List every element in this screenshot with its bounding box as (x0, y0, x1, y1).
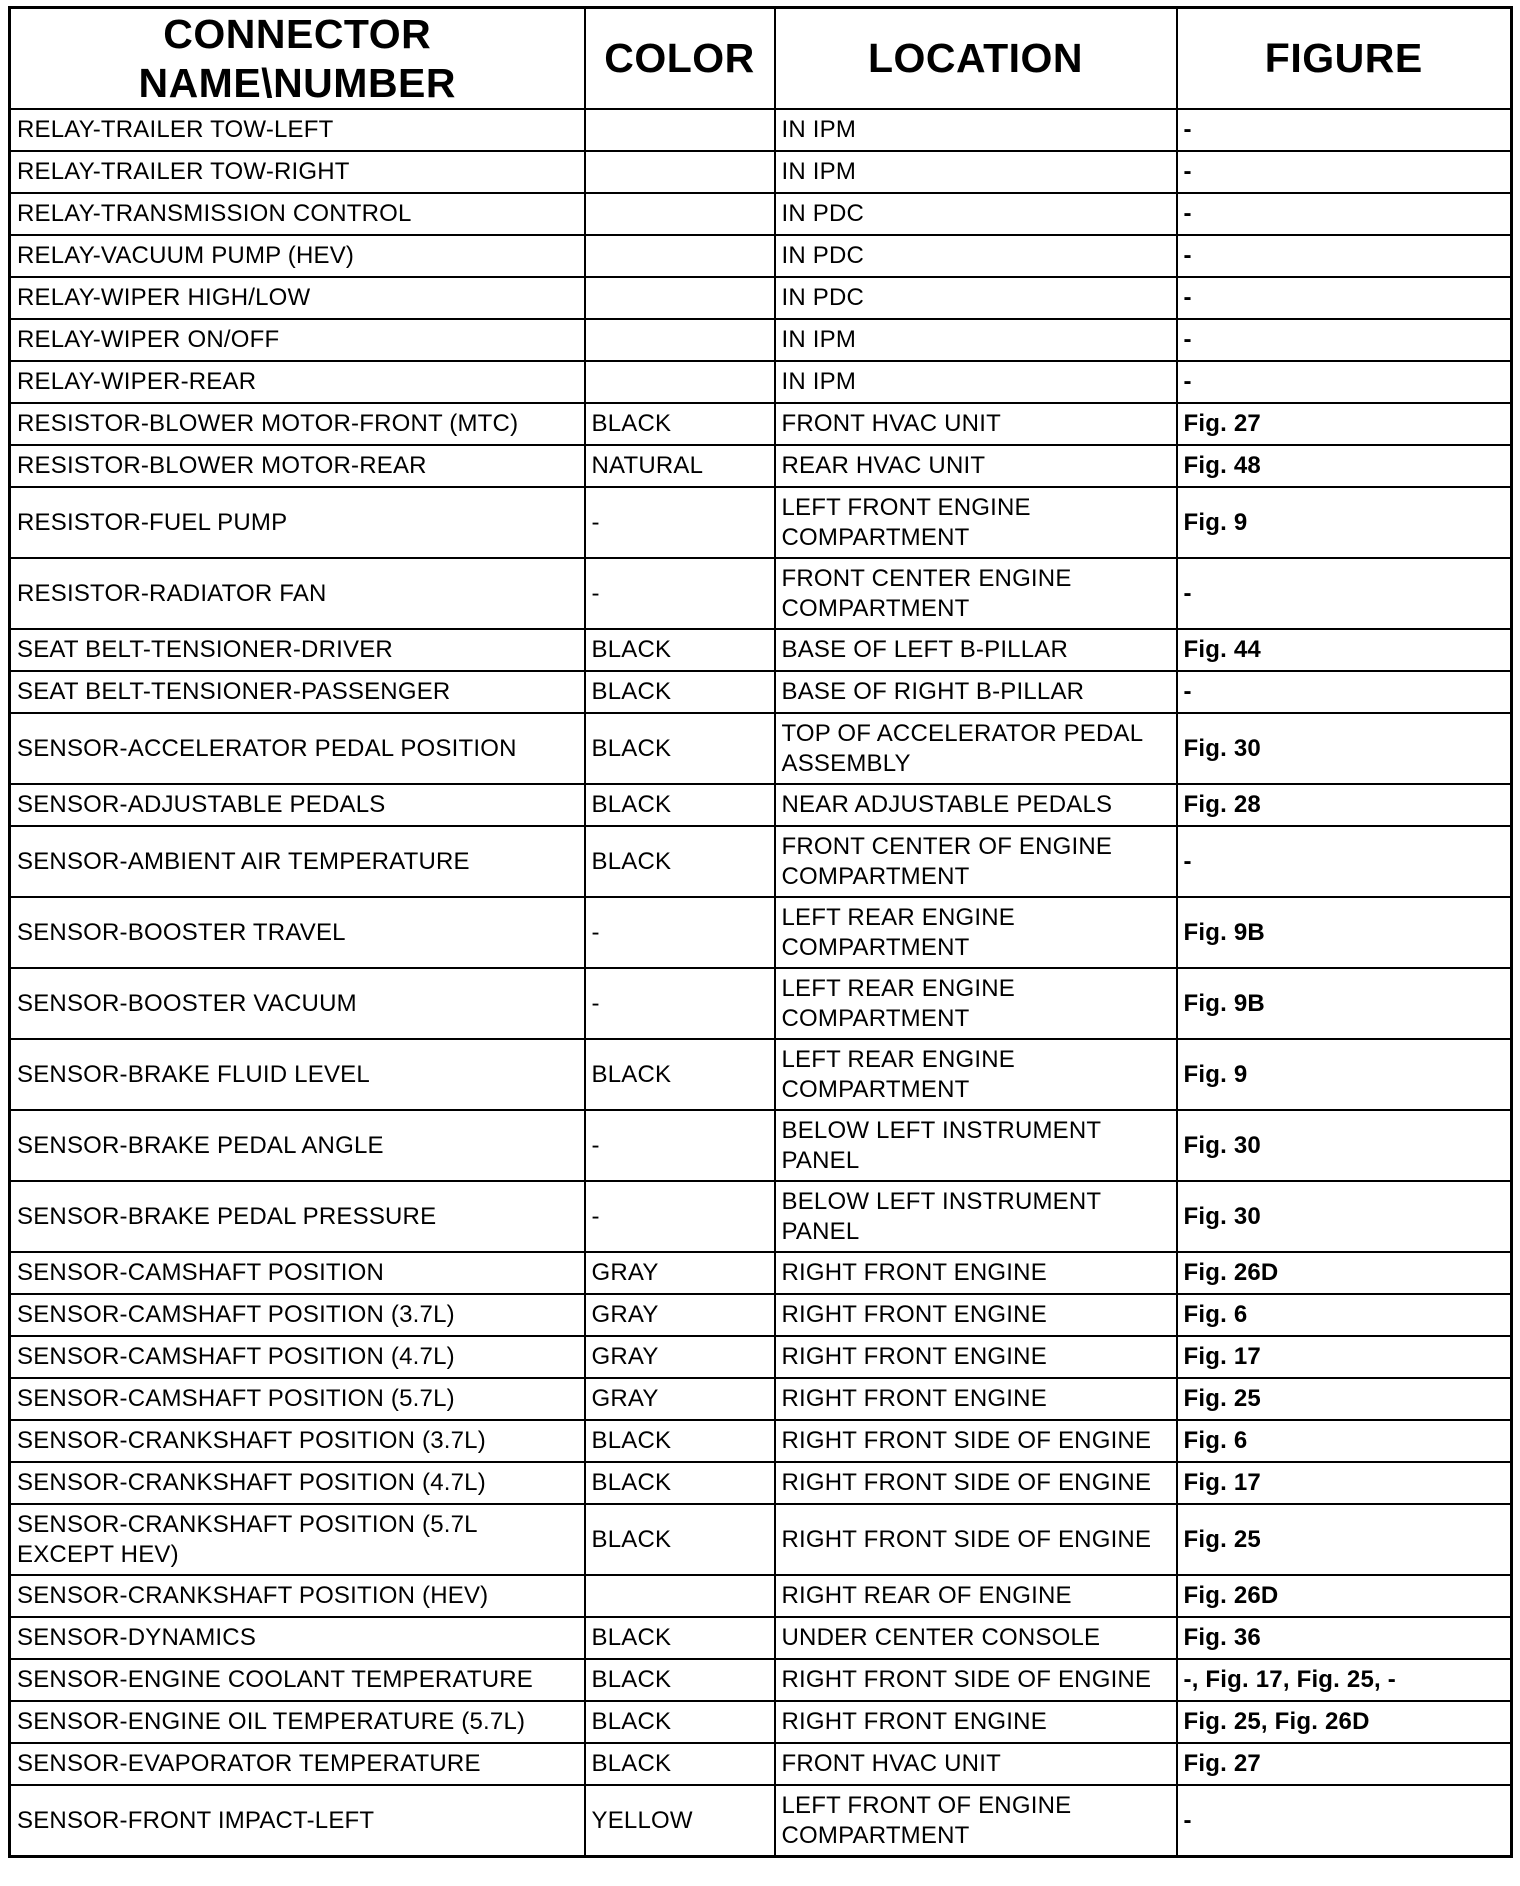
location-cell: RIGHT FRONT SIDE OF ENGINE (775, 1420, 1177, 1462)
connector-name-cell: SENSOR-BOOSTER VACUUM (10, 968, 585, 1039)
connector-name-cell: RELAY-WIPER ON/OFF (10, 319, 585, 361)
color-cell (585, 277, 775, 319)
figure-cell: Fig. 28 (1177, 784, 1512, 826)
table-row (10, 1039, 1512, 1110)
table-row (10, 361, 1512, 403)
location-cell: BELOW LEFT INSTRUMENT PANEL (775, 1181, 1177, 1252)
color-cell: BLACK (585, 713, 775, 784)
location-cell: IN IPM (775, 151, 1177, 193)
color-cell (585, 109, 775, 151)
table-row (10, 826, 1512, 897)
connector-name-cell: SENSOR-DYNAMICS (10, 1617, 585, 1659)
connector-name-cell: SENSOR-CAMSHAFT POSITION (10, 1252, 585, 1294)
table-row (10, 1504, 1512, 1575)
location-cell: TOP OF ACCELERATOR PEDAL ASSEMBLY (775, 713, 1177, 784)
connector-name-cell: RESISTOR-BLOWER MOTOR-FRONT (MTC) (10, 403, 585, 445)
figure-cell: Fig. 6 (1177, 1294, 1512, 1336)
figure-cell: Fig. 9B (1177, 897, 1512, 968)
connector-name-cell: SENSOR-FRONT IMPACT-LEFT (10, 1785, 585, 1857)
location-cell: RIGHT FRONT SIDE OF ENGINE (775, 1462, 1177, 1504)
location-cell: BASE OF RIGHT B-PILLAR (775, 671, 1177, 713)
figure-cell: - (1177, 558, 1512, 629)
connector-name-cell: SENSOR-BRAKE PEDAL PRESSURE (10, 1181, 585, 1252)
table-row (10, 897, 1512, 968)
figure-cell: Fig. 6 (1177, 1420, 1512, 1462)
table-body (10, 109, 1512, 1857)
location-cell: LEFT REAR ENGINE COMPARTMENT (775, 897, 1177, 968)
table-row (10, 629, 1512, 671)
location-cell: RIGHT FRONT SIDE OF ENGINE (775, 1504, 1177, 1575)
location-cell: IN PDC (775, 277, 1177, 319)
color-cell: BLACK (585, 1462, 775, 1504)
figure-cell: - (1177, 235, 1512, 277)
figure-cell: - (1177, 671, 1512, 713)
table-row (10, 1575, 1512, 1617)
connector-name-cell: SENSOR-BRAKE FLUID LEVEL (10, 1039, 585, 1110)
location-cell: FRONT CENTER OF ENGINE COMPARTMENT (775, 826, 1177, 897)
table-row (10, 1462, 1512, 1504)
connector-name-cell: RESISTOR-RADIATOR FAN (10, 558, 585, 629)
table-row (10, 558, 1512, 629)
connector-name-cell: SENSOR-ENGINE COOLANT TEMPERATURE (10, 1659, 585, 1701)
figure-cell: -, Fig. 17, Fig. 25, - (1177, 1659, 1512, 1701)
location-cell: UNDER CENTER CONSOLE (775, 1617, 1177, 1659)
figure-cell: Fig. 27 (1177, 403, 1512, 445)
connector-name-cell: SENSOR-ADJUSTABLE PEDALS (10, 784, 585, 826)
table-row (10, 1420, 1512, 1462)
connector-name-cell: SENSOR-AMBIENT AIR TEMPERATURE (10, 826, 585, 897)
header-row (10, 8, 1512, 110)
color-cell: GRAY (585, 1252, 775, 1294)
color-cell: - (585, 968, 775, 1039)
location-cell: IN IPM (775, 109, 1177, 151)
figure-cell: Fig. 9 (1177, 487, 1512, 558)
color-cell (585, 319, 775, 361)
table-row (10, 1110, 1512, 1181)
figure-cell: Fig. 26D (1177, 1252, 1512, 1294)
location-cell: BASE OF LEFT B-PILLAR (775, 629, 1177, 671)
table-row (10, 1336, 1512, 1378)
connector-name-cell: SENSOR-CRANKSHAFT POSITION (5.7L EXCEPT HEV) (10, 1504, 585, 1575)
figure-cell: - (1177, 1785, 1512, 1857)
table-row (10, 713, 1512, 784)
color-cell: GRAY (585, 1378, 775, 1420)
color-cell: - (585, 1181, 775, 1252)
location-cell: BELOW LEFT INSTRUMENT PANEL (775, 1110, 1177, 1181)
figure-cell: Fig. 36 (1177, 1617, 1512, 1659)
location-cell: RIGHT REAR OF ENGINE (775, 1575, 1177, 1617)
color-cell: BLACK (585, 1659, 775, 1701)
table-row (10, 1659, 1512, 1701)
color-cell: BLACK (585, 826, 775, 897)
figure-cell: Fig. 30 (1177, 713, 1512, 784)
header-connector-line2: NAME\NUMBER (138, 59, 457, 106)
color-cell: BLACK (585, 1701, 775, 1743)
color-cell (585, 193, 775, 235)
connector-name-cell: SENSOR-CAMSHAFT POSITION (4.7L) (10, 1336, 585, 1378)
table-row (10, 1181, 1512, 1252)
figure-cell: Fig. 25, Fig. 26D (1177, 1701, 1512, 1743)
figure-cell: Fig. 17 (1177, 1336, 1512, 1378)
color-cell: BLACK (585, 1504, 775, 1575)
figure-cell: - (1177, 109, 1512, 151)
location-cell: IN IPM (775, 319, 1177, 361)
connector-name-cell: SENSOR-EVAPORATOR TEMPERATURE (10, 1743, 585, 1785)
color-cell (585, 361, 775, 403)
connector-name-cell: RELAY-TRANSMISSION CONTROL (10, 193, 585, 235)
table-row (10, 151, 1512, 193)
table-row (10, 784, 1512, 826)
table-row (10, 319, 1512, 361)
connector-name-cell: RELAY-TRAILER TOW-LEFT (10, 109, 585, 151)
location-cell: RIGHT FRONT ENGINE (775, 1336, 1177, 1378)
figure-cell: Fig. 26D (1177, 1575, 1512, 1617)
table-row (10, 1617, 1512, 1659)
figure-cell: Fig. 27 (1177, 1743, 1512, 1785)
location-cell: NEAR ADJUSTABLE PEDALS (775, 784, 1177, 826)
figure-cell: Fig. 30 (1177, 1110, 1512, 1181)
figure-cell: Fig. 48 (1177, 445, 1512, 487)
connector-name-cell: SENSOR-CRANKSHAFT POSITION (4.7L) (10, 1462, 585, 1504)
table-row (10, 671, 1512, 713)
location-cell: LEFT REAR ENGINE COMPARTMENT (775, 1039, 1177, 1110)
color-cell: BLACK (585, 403, 775, 445)
color-cell: - (585, 558, 775, 629)
table-row (10, 109, 1512, 151)
figure-cell: Fig. 44 (1177, 629, 1512, 671)
figure-cell: - (1177, 826, 1512, 897)
header-location: LOCATION (775, 8, 1177, 110)
connector-name-cell: SEAT BELT-TENSIONER-PASSENGER (10, 671, 585, 713)
location-cell: IN PDC (775, 193, 1177, 235)
color-cell: GRAY (585, 1336, 775, 1378)
location-cell: RIGHT FRONT ENGINE (775, 1252, 1177, 1294)
color-cell: BLACK (585, 629, 775, 671)
table-row (10, 193, 1512, 235)
connector-name-cell: SENSOR-BRAKE PEDAL ANGLE (10, 1110, 585, 1181)
location-cell: RIGHT FRONT ENGINE (775, 1378, 1177, 1420)
connector-name-cell: RELAY-WIPER-REAR (10, 361, 585, 403)
table-row (10, 235, 1512, 277)
location-cell: IN IPM (775, 361, 1177, 403)
connector-name-cell: RESISTOR-BLOWER MOTOR-REAR (10, 445, 585, 487)
color-cell: - (585, 1110, 775, 1181)
table-row (10, 1785, 1512, 1857)
location-cell: LEFT REAR ENGINE COMPARTMENT (775, 968, 1177, 1039)
table-row (10, 445, 1512, 487)
connector-name-cell: SENSOR-CRANKSHAFT POSITION (3.7L) (10, 1420, 585, 1462)
figure-cell: Fig. 25 (1177, 1504, 1512, 1575)
location-cell: RIGHT FRONT ENGINE (775, 1294, 1177, 1336)
figure-cell: - (1177, 361, 1512, 403)
connector-name-cell: RELAY-TRAILER TOW-RIGHT (10, 151, 585, 193)
color-cell: BLACK (585, 671, 775, 713)
connector-name-cell: SENSOR-ENGINE OIL TEMPERATURE (5.7L) (10, 1701, 585, 1743)
figure-cell: - (1177, 319, 1512, 361)
header-figure: FIGURE (1177, 8, 1512, 110)
location-cell: FRONT HVAC UNIT (775, 403, 1177, 445)
location-cell: LEFT FRONT ENGINE COMPARTMENT (775, 487, 1177, 558)
table-row (10, 968, 1512, 1039)
color-cell: BLACK (585, 784, 775, 826)
connector-name-cell: RESISTOR-FUEL PUMP (10, 487, 585, 558)
table-row (10, 487, 1512, 558)
table-row (10, 403, 1512, 445)
connector-name-cell: SENSOR-ACCELERATOR PEDAL POSITION (10, 713, 585, 784)
color-cell: BLACK (585, 1039, 775, 1110)
table-row (10, 277, 1512, 319)
header-connector-line1: CONNECTOR (163, 10, 432, 57)
location-cell: REAR HVAC UNIT (775, 445, 1177, 487)
location-cell: RIGHT FRONT ENGINE (775, 1701, 1177, 1743)
location-cell: RIGHT FRONT SIDE OF ENGINE (775, 1659, 1177, 1701)
location-cell: LEFT FRONT OF ENGINE COMPARTMENT (775, 1785, 1177, 1857)
color-cell: GRAY (585, 1294, 775, 1336)
color-cell (585, 235, 775, 277)
figure-cell: Fig. 17 (1177, 1462, 1512, 1504)
figure-cell: Fig. 9B (1177, 968, 1512, 1039)
color-cell: YELLOW (585, 1785, 775, 1857)
connector-name-cell: SENSOR-CAMSHAFT POSITION (5.7L) (10, 1378, 585, 1420)
header-connector-name (10, 8, 585, 110)
figure-cell: Fig. 25 (1177, 1378, 1512, 1420)
color-cell: - (585, 487, 775, 558)
figure-cell: Fig. 9 (1177, 1039, 1512, 1110)
table-row (10, 1378, 1512, 1420)
table-row (10, 1701, 1512, 1743)
color-cell: BLACK (585, 1743, 775, 1785)
figure-cell: - (1177, 193, 1512, 235)
figure-cell: - (1177, 277, 1512, 319)
color-cell (585, 151, 775, 193)
connector-table-container (8, 6, 1510, 1858)
location-cell: IN PDC (775, 235, 1177, 277)
connector-name-cell: SEAT BELT-TENSIONER-DRIVER (10, 629, 585, 671)
connector-name-cell: SENSOR-CAMSHAFT POSITION (3.7L) (10, 1294, 585, 1336)
connector-name-cell: SENSOR-CRANKSHAFT POSITION (HEV) (10, 1575, 585, 1617)
connector-table (8, 6, 1513, 1858)
table-row (10, 1252, 1512, 1294)
color-cell: NATURAL (585, 445, 775, 487)
table-header (10, 8, 1512, 110)
location-cell: FRONT CENTER ENGINE COMPARTMENT (775, 558, 1177, 629)
table-row (10, 1294, 1512, 1336)
color-cell (585, 1575, 775, 1617)
connector-name-cell: RELAY-VACUUM PUMP (HEV) (10, 235, 585, 277)
location-cell: FRONT HVAC UNIT (775, 1743, 1177, 1785)
header-color: COLOR (585, 8, 775, 110)
color-cell: BLACK (585, 1420, 775, 1462)
table-row (10, 1743, 1512, 1785)
figure-cell: Fig. 30 (1177, 1181, 1512, 1252)
color-cell: BLACK (585, 1617, 775, 1659)
connector-name-cell: SENSOR-BOOSTER TRAVEL (10, 897, 585, 968)
figure-cell: - (1177, 151, 1512, 193)
connector-name-cell: RELAY-WIPER HIGH/LOW (10, 277, 585, 319)
color-cell: - (585, 897, 775, 968)
